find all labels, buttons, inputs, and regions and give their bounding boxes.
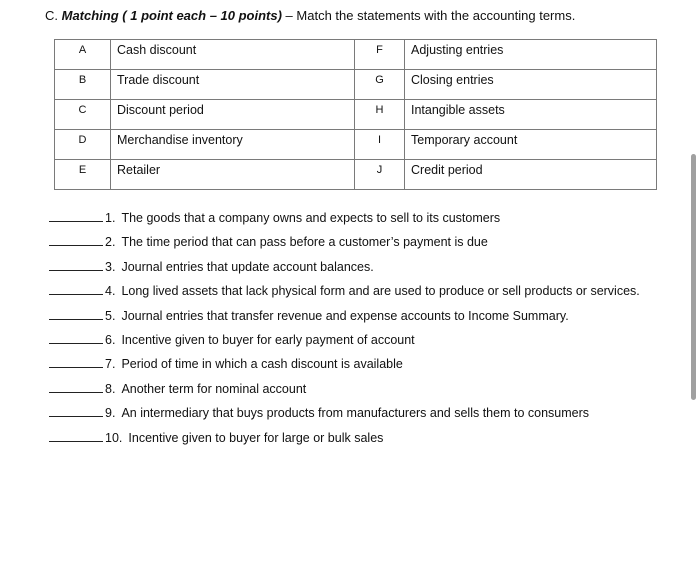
statement-text: The time period that can pass before a customer’s payment is due — [121, 235, 488, 250]
statement-text: Period of time in which a cash discount is available — [121, 357, 403, 372]
statement-number: 1. — [105, 211, 116, 225]
statement-text: Another term for nominal account — [121, 381, 307, 396]
statement-item — [49, 428, 640, 452]
term-name: Intangible assets — [405, 100, 657, 130]
answer-blank[interactable] — [49, 331, 103, 344]
answer-blank[interactable] — [49, 209, 103, 222]
points-label: Matching ( 1 point each – 10 points) — [61, 8, 282, 23]
answer-blank[interactable] — [49, 258, 103, 271]
statement-number: 4. — [105, 284, 116, 299]
instruction-text: Match the statements with the accounting terms. — [296, 8, 576, 23]
term-letter: F — [355, 40, 405, 70]
section-label: C. — [45, 8, 58, 23]
terms-row — [55, 70, 657, 100]
term-letter: I — [355, 130, 405, 160]
terms-row — [55, 100, 657, 130]
term-name: Cash discount — [111, 40, 355, 70]
term-name: Adjusting entries — [405, 40, 657, 70]
statement-item — [49, 208, 640, 232]
statement-text: Journal entries that update account balances. — [121, 259, 374, 274]
statement-number: 6. — [105, 332, 116, 347]
term-letter: G — [355, 70, 405, 100]
vertical-scrollbar[interactable] — [691, 154, 696, 400]
term-letter: E — [55, 160, 111, 190]
statement-text: Incentive given to buyer for large or bulk sales — [128, 430, 384, 445]
statement-item — [49, 281, 640, 305]
statement-number: 5. — [105, 308, 116, 323]
answer-blank[interactable] — [49, 429, 103, 442]
terms-table — [54, 39, 657, 190]
term-letter: A — [55, 40, 111, 70]
statement-item — [49, 232, 640, 256]
answer-blank[interactable] — [49, 380, 103, 393]
statement-number: 8. — [105, 381, 116, 396]
answer-blank[interactable] — [49, 404, 103, 417]
statement-text: The goods that a company owns and expects to sell to its customers — [121, 211, 501, 225]
heading-dash: – — [281, 8, 297, 23]
term-name: Trade discount — [111, 70, 355, 100]
term-name: Merchandise inventory — [111, 130, 355, 160]
statement-item — [49, 403, 640, 427]
terms-row — [55, 40, 657, 70]
terms-row — [55, 130, 657, 160]
term-name: Discount period — [111, 100, 355, 130]
statement-number: 9. — [105, 406, 116, 421]
answer-blank[interactable] — [49, 282, 103, 295]
statement-text: Journal entries that transfer revenue and expense accounts to Income Summary. — [121, 308, 569, 323]
statement-item — [49, 330, 640, 354]
term-name: Closing entries — [405, 70, 657, 100]
term-letter: D — [55, 130, 111, 160]
statement-item — [49, 257, 640, 281]
term-name: Credit period — [405, 160, 657, 190]
statement-text: Incentive given to buyer for early payment of account — [121, 332, 415, 347]
statement-number: 7. — [105, 357, 116, 372]
statement-number: 2. — [105, 235, 116, 250]
term-letter: J — [355, 160, 405, 190]
term-name: Retailer — [111, 160, 355, 190]
term-name: Temporary account — [405, 130, 657, 160]
statement-item — [49, 306, 640, 330]
statement-item — [49, 379, 640, 403]
answer-blank[interactable] — [49, 355, 103, 368]
statement-text: An intermediary that buys products from manufacturers and sells them to consumers — [121, 406, 590, 421]
term-letter: B — [55, 70, 111, 100]
answer-blank[interactable] — [49, 233, 103, 246]
answer-blank[interactable] — [49, 307, 103, 320]
section-heading — [45, 7, 575, 25]
statement-list — [49, 208, 640, 452]
statement-number: 10. — [105, 430, 123, 445]
term-letter: H — [355, 100, 405, 130]
statement-number: 3. — [105, 259, 116, 274]
term-letter: C — [55, 100, 111, 130]
terms-row — [55, 160, 657, 190]
statement-text: Long lived assets that lack physical form and are used to produce or sell products or services. — [121, 284, 640, 299]
statement-item — [49, 354, 640, 378]
